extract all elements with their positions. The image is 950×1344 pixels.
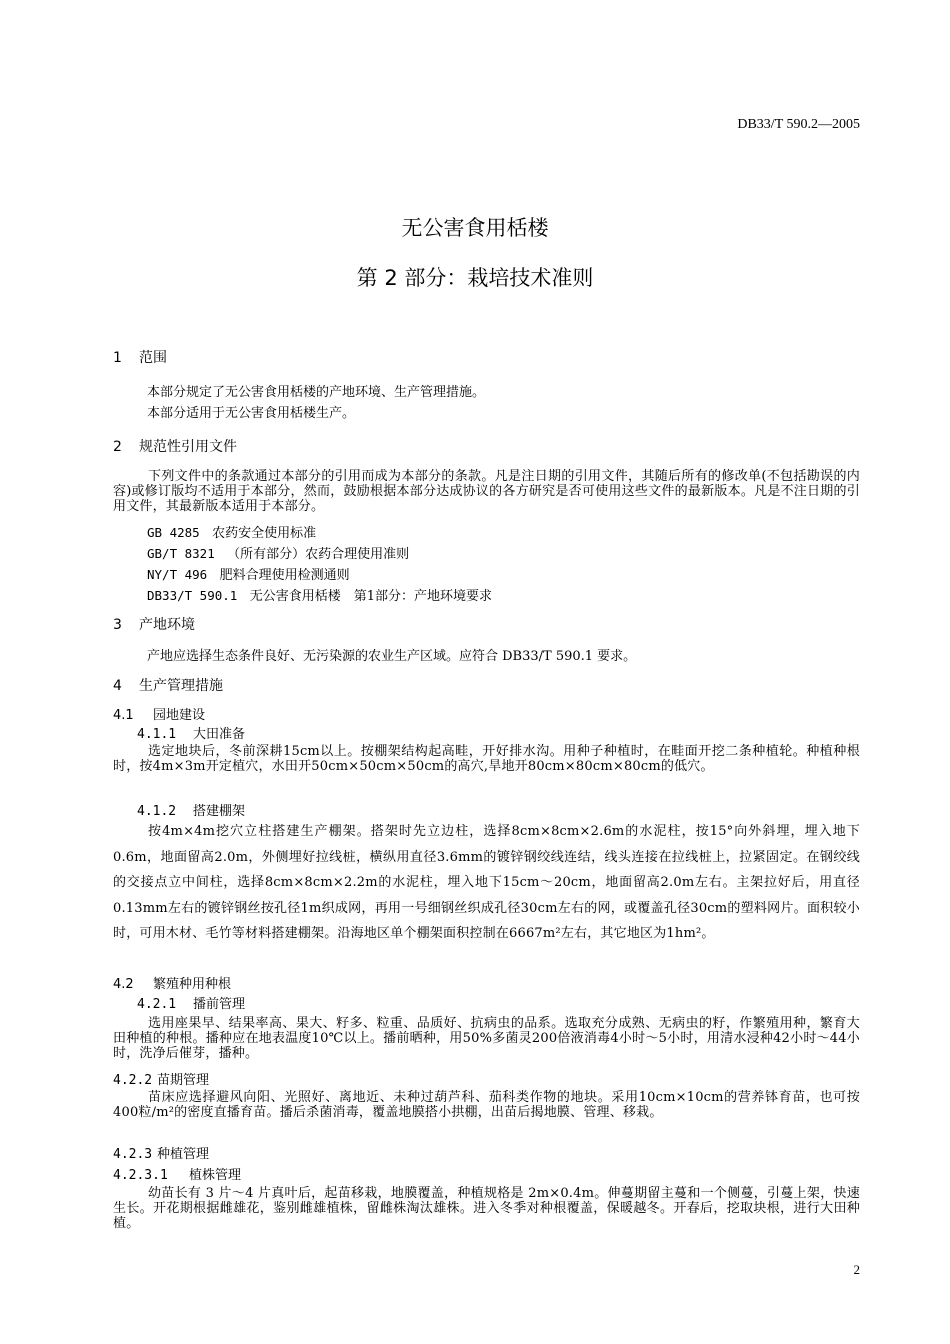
section-heading-2 bbox=[113, 436, 237, 456]
paragraph: 按4m×4m挖穴立柱搭建生产棚架。搭架时先立边柱，选择8cm×8cm×2.6m的水泥柱，按15°向外斜埋，埋入地下0.6m，地面留高2.0m，外侧埋好拉线桩，横纵用直径3.6mm的镀锌钢绞线连结，线头连接在拉线桩上，拉紧固定。在钢绞线的交接点立中间柱，选择8cm×8cm×2.2m的水泥柱，埋入地下15cm～20cm，地面留高2.0m左右。主架拉好后，用直径0.13mm左右的镀锌钢丝按孔径1m织成网，再用一号细钢丝织成孔径30cm左右的网，或覆盖孔径30cm的塑料网片。面积较小时，可用木材、毛竹等材料搭建棚架。沿海地区单个棚架面积控制在6667m²左右，其它地区为1hm²。 bbox=[113, 824, 860, 941]
paragraph: 本部分适用于无公害食用栝楼生产。 bbox=[147, 406, 356, 421]
section-heading-4 bbox=[113, 675, 223, 695]
reference-name: 肥料合理使用检测通则 bbox=[219, 568, 350, 583]
section-title: 搭建棚架 bbox=[193, 804, 246, 819]
section-title: 规范性引用文件 bbox=[139, 439, 237, 455]
reference-name: 农药安全使用标准 bbox=[212, 526, 317, 541]
paragraph: 产地应选择生态条件良好、无污染源的农业生产区域。应符合 DB33/T 590.1 要求。 bbox=[147, 649, 637, 664]
document-subtitle: 第 2 部分：栽培技术准则 bbox=[356, 266, 594, 290]
section-title: 播前管理 bbox=[193, 997, 246, 1012]
section-number: 4.2.2 bbox=[113, 1073, 153, 1088]
section-number: 4.2 bbox=[113, 977, 134, 992]
subsection-heading-4-1-2 bbox=[137, 800, 245, 819]
section-title: 苗期管理 bbox=[157, 1073, 210, 1088]
subsection-heading-4-2-3 bbox=[113, 1143, 209, 1162]
paragraph: 本部分规定了无公害食用栝楼的产地环境、生产管理措施。 bbox=[147, 385, 486, 400]
reference-code: GB/T 8321 bbox=[147, 546, 215, 561]
section-heading-1 bbox=[113, 347, 167, 367]
section-number: 4.1.1 bbox=[137, 727, 177, 742]
section-number: 4.1.2 bbox=[137, 804, 177, 819]
paragraph: 苗床应选择避风向阳、光照好、离地近、未种过葫芦科、茄科类作物的地块。采用10cm×10cm的营养钵育苗，也可按400粒/m²的密度直播育苗。播后杀菌消毒，覆盖地膜搭小拱棚，出苗后揭地膜、管理、移栽。 bbox=[113, 1090, 860, 1120]
reference-item bbox=[147, 522, 316, 541]
subsection-heading-4-2-3-1 bbox=[113, 1164, 241, 1183]
subsection-heading-4-1 bbox=[113, 704, 205, 723]
reference-code: DB33/T 590.1 bbox=[147, 588, 238, 603]
section-number: 3 bbox=[113, 617, 122, 633]
reference-name: 无公害食用栝楼 第1部分：产地环境要求 bbox=[249, 589, 492, 604]
section-title: 产地环境 bbox=[139, 617, 195, 633]
section-title: 范围 bbox=[139, 350, 167, 366]
page-number: 2 bbox=[853, 1262, 860, 1277]
standard-code: DB33/T 590.2—2005 bbox=[737, 117, 860, 132]
section-title: 繁殖种用种根 bbox=[153, 977, 232, 992]
section-number: 2 bbox=[113, 439, 122, 455]
section-number: 4.2.3.1 bbox=[113, 1168, 168, 1183]
section-title: 生产管理措施 bbox=[139, 678, 223, 694]
reference-item bbox=[147, 564, 350, 583]
section-number: 1 bbox=[113, 350, 122, 366]
document-title: 无公害食用栝楼 bbox=[401, 216, 549, 240]
reference-code: NY/T 496 bbox=[147, 567, 208, 582]
paragraph: 选用座果早、结果率高、果大、籽多、粒重、品质好、抗病虫的品系。选取充分成熟、无病虫的籽，作繁殖用种，繁育大田种植的种根。播种应在地表温度10℃以上。播前晒种，用50%多菌灵200倍液消毒4小时～5小时，用清水浸种42小时～44小时，洗净后催芽，播种。 bbox=[113, 1016, 860, 1061]
reference-item bbox=[147, 543, 409, 562]
section-title: 大田准备 bbox=[193, 727, 246, 742]
paragraph: 选定地块后，冬前深耕15cm以上。按棚架结构起高畦，开好排水沟。用种子种植时，在畦面开挖二条种植轮。种植种根时，按4m×3m开定植穴，水田开50cm×50cm×50cm的高穴,旱地开80cm×80cm×80cm的低穴。 bbox=[113, 744, 860, 774]
subsection-heading-4-2 bbox=[113, 973, 231, 992]
section-title: 植株管理 bbox=[189, 1168, 242, 1183]
subsection-heading-4-2-2 bbox=[113, 1069, 209, 1088]
section-number: 4 bbox=[113, 678, 122, 694]
paragraph: 幼苗长有 3 片～4 片真叶后，起苗移栽，地膜覆盖，种植规格是 2m×0.4m。伸蔓期留主蔓和一个侧蔓，引蔓上架，快速生长。开花期根据雌雄花，鉴别雌雄植株，留雌株淘汰雄株。进入冬季对种根覆盖，保暖越冬。开春后，挖取块根，进行大田种植。 bbox=[113, 1186, 860, 1231]
section-heading-3 bbox=[113, 614, 195, 634]
section-number: 4.2.1 bbox=[137, 997, 177, 1012]
reference-code: GB 4285 bbox=[147, 525, 200, 540]
reference-item bbox=[147, 585, 492, 604]
paragraph: 下列文件中的条款通过本部分的引用而成为本部分的条款。凡是注日期的引用文件，其随后所有的修改单(不包括勘误的内容)或修订版均不适用于本部分，然而，鼓励根据本部分达成协议的各方研究是否可使用这些文件的最新版本。凡是不注日期的引用文件，其最新版本适用于本部分。 bbox=[113, 469, 860, 514]
section-number: 4.2.3 bbox=[113, 1147, 153, 1162]
section-number: 4.1 bbox=[113, 708, 134, 723]
reference-name: （所有部分）农药合理使用准则 bbox=[227, 547, 410, 562]
section-title: 种植管理 bbox=[157, 1147, 210, 1162]
section-title: 园地建设 bbox=[153, 708, 206, 723]
subsection-heading-4-1-1 bbox=[137, 723, 245, 742]
subsection-heading-4-2-1 bbox=[137, 993, 245, 1012]
